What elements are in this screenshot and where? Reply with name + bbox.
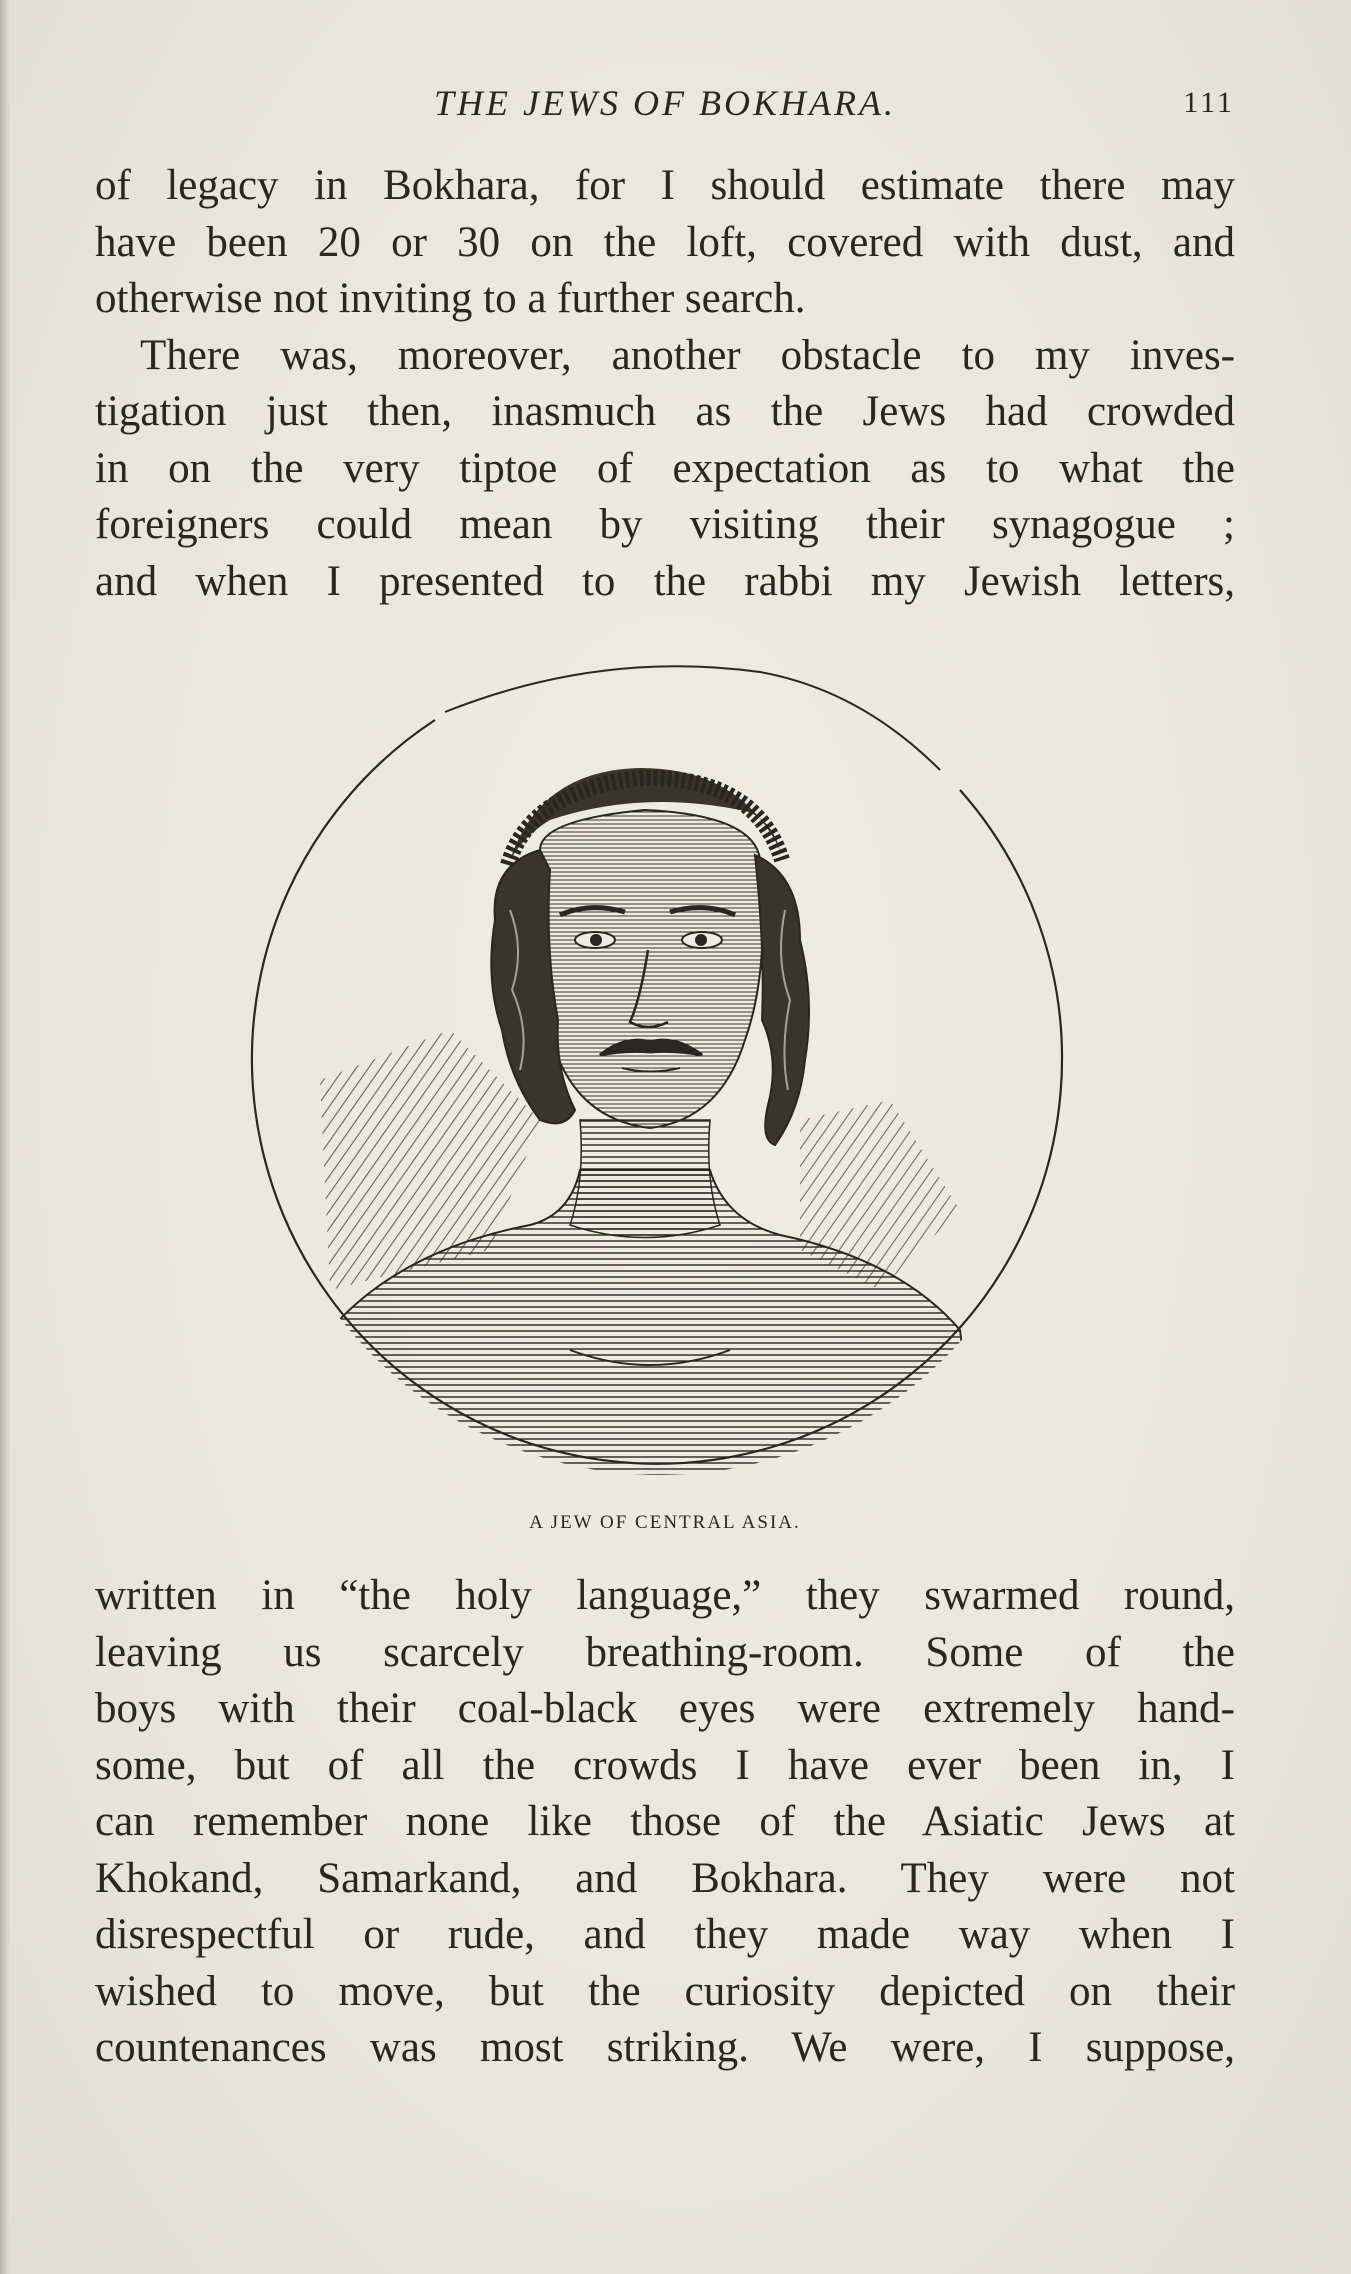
text-line: and when I presented to the rabbi my Jewish letters, — [95, 557, 1235, 605]
text-line: can remember none like those of the Asiatic Jews at — [95, 1798, 1235, 1845]
text-line: tigation just then, inasmuch as the Jews had crowded — [95, 388, 1235, 435]
text-line: otherwise not inviting to a further search. — [95, 275, 806, 322]
text-line: of legacy in Bokhara, for I should estimate there may — [95, 162, 1235, 209]
page-gutter-edge — [0, 0, 10, 2274]
body-text-top — [95, 158, 1235, 610]
text-line: foreigners could mean by visiting their synagogue ; — [95, 501, 1235, 548]
portrait-engraving — [240, 650, 1080, 1490]
text-line: written in “the holy language,” they swarmed round, — [95, 1572, 1235, 1619]
text-line: There was, moreover, another obstacle to my inves- — [140, 331, 1235, 379]
page-number: 111 — [1183, 86, 1235, 119]
text-line: boys with their coal-black eyes were extremely hand- — [95, 1685, 1235, 1732]
figure-caption: A JEW OF CENTRAL ASIA. — [529, 1512, 801, 1533]
text-line: leaving us scarcely breathing-room. Some of the — [95, 1628, 1235, 1676]
text-line: wished to move, but the curiosity depicted on their — [95, 1967, 1235, 2015]
body-text-bottom — [95, 1568, 1235, 2077]
text-line: Khokand, Samarkand, and Bokhara. They were not — [95, 1854, 1235, 1902]
portrait-illustration — [240, 650, 1080, 1490]
running-title: THE JEWS OF BOKHARA. — [434, 83, 896, 123]
text-line: in on the very tiptoe of expectation as to what the — [95, 444, 1235, 492]
text-line: countenances was most striking. We were, I suppose, — [95, 2024, 1235, 2071]
text-line: some, but of all the crowds I have ever been in, I — [95, 1741, 1235, 1789]
text-line: disrespectful or rude, and they made way when I — [95, 1911, 1235, 1958]
running-head — [95, 78, 1235, 128]
text-line: have been 20 or 30 on the loft, covered with dust, and — [95, 218, 1235, 266]
